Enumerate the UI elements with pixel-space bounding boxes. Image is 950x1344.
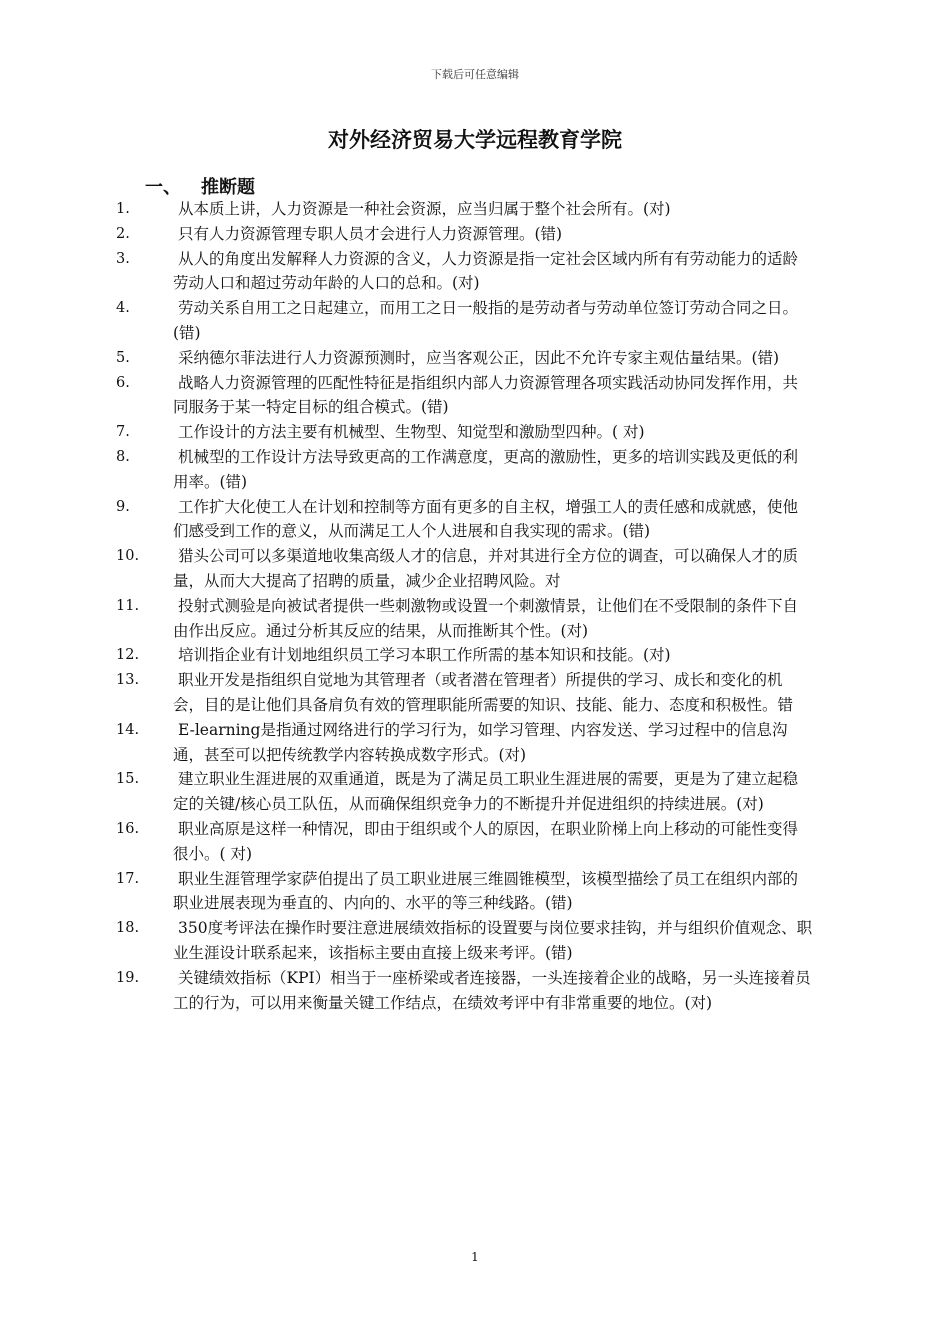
question-number: 12. [116, 647, 140, 664]
question-number: 9. [116, 498, 130, 515]
question-number: 14. [116, 721, 140, 738]
question-number: 16. [116, 820, 140, 837]
document-title: 对外经济贸易大学远程教育学院 [328, 128, 622, 152]
question-item [0, 445, 950, 495]
question-text: 从本质上讲，人力资源是一种社会资源，应当归属于整个社会所有。(对) [178, 200, 671, 218]
question-item [0, 817, 950, 867]
question-number: 3. [116, 250, 130, 267]
page-number: 1 [471, 1250, 479, 1264]
question-text: 战略人力资源管理的匹配性特征是指组织内部人力资源管理各项实践活动协同发挥作用，共同服务于某一特定目标的组合模式。(错) [173, 373, 799, 417]
question-item [0, 867, 950, 917]
question-item [0, 495, 950, 545]
question-number: 10. [116, 548, 140, 565]
question-text: 350度考评法在操作时要注意进展绩效指标的设置要与岗位要求挂钩，并与组织价值观念、职业生涯设计联系起来，该指标主要由直接上级来考评。(错) [173, 919, 813, 962]
question-item [0, 247, 950, 297]
question-number: 1. [116, 201, 130, 217]
question-item [0, 222, 950, 247]
question-list [0, 197, 950, 1015]
section-heading [145, 173, 255, 199]
question-number: 4. [116, 300, 130, 317]
question-number: 8. [116, 448, 130, 465]
question-number: 7. [116, 424, 130, 441]
question-item [0, 420, 950, 445]
question-text: 关键绩效指标（KPI）相当于一座桥梁或者连接器，一头连接着企业的战略，另一头连接着员工的行为，可以用来衡量关键工作结点，在绩效考评中有非常重要的地位。(对) [173, 968, 811, 1012]
question-text: 培训指企业有计划地组织员工学习本职工作所需的基本知识和技能。(对) [178, 646, 671, 665]
question-text: 机械型的工作设计方法导致更高的工作满意度，更高的激励性，更多的培训实践及更低的利用率。(错) [173, 447, 799, 491]
question-number: 17. [116, 870, 140, 887]
section-number: 一、 [145, 177, 181, 198]
question-item [0, 718, 950, 768]
question-number: 13. [116, 672, 140, 689]
question-text: 工作扩大化使工人在计划和控制等方面有更多的自主权，增强工人的责任感和成就感，使他们感受到工作的意义，从而满足工人个人进展和自我实现的需求。(错) [173, 497, 799, 541]
question-text: 猎头公司可以多渠道地收集高级人才的信息，并对其进行全方位的调查，可以确保人才的质量，从而大大提高了招聘的质量，减少企业招聘风险。对 [173, 547, 799, 590]
question-number: 19. [116, 969, 140, 986]
question-number: 15. [116, 771, 140, 788]
question-number: 2. [116, 225, 130, 242]
question-item [0, 767, 950, 817]
question-item [0, 371, 950, 421]
question-item [0, 296, 950, 346]
question-item [0, 966, 950, 1016]
question-number: 5. [116, 349, 130, 366]
question-item [0, 916, 950, 966]
question-item [0, 643, 950, 668]
question-text: 工作设计的方法主要有机械型、生物型、知觉型和激励型四种。( 对) [178, 423, 645, 442]
question-text: 职业开发是指组织自觉地为其管理者（或者潜在管理者）所提供的学习、成长和变化的机会，目的是让他们具备肩负有效的管理职能所需要的知识、技能、能力、态度和积极性。错 [173, 671, 794, 714]
question-item [0, 668, 950, 718]
question-number: 11. [116, 597, 140, 614]
section-title: 推断题 [201, 177, 255, 198]
question-text: 采纳德尔菲法进行人力资源预测时，应当客观公正，因此不允许专家主观估量结果。(错) [178, 348, 780, 367]
question-number: 6. [116, 374, 130, 391]
question-text: 职业高原是这样一种情况，即由于组织或个人的原因，在职业阶梯上向上移动的可能性变得很小。( 对) [173, 819, 799, 863]
question-number: 18. [116, 920, 140, 937]
question-item [0, 544, 950, 594]
question-text: 只有人力资源管理专职人员才会进行人力资源管理。(错) [178, 224, 563, 243]
question-text: 从人的角度出发解释人力资源的含义，人力资源是指一定社会区域内所有有劳动能力的适龄劳动人口和超过劳动年龄的人口的总和。(对) [173, 249, 799, 293]
question-text: 职业生涯管理学家萨伯提出了员工职业进展三维圆锥模型，该模型描绘了员工在组织内部的职业进展表现为垂直的、内向的、水平的等三种线路。(错) [173, 869, 799, 913]
header-note: 下载后可任意编辑 [431, 68, 519, 81]
question-text: 建立职业生涯进展的双重通道，既是为了满足员工职业生涯进展的需要，更是为了建立起稳定的关键/核心员工队伍，从而确保组织竞争力的不断提升并促进组织的持续进展。(对) [173, 770, 799, 814]
question-item [0, 346, 950, 371]
question-text: 劳动关系自用工之日起建立，而用工之日一般指的是劳动者与劳动单位签订劳动合同之日。(错) [173, 299, 799, 342]
question-item [0, 197, 950, 222]
question-text: E-learning是指通过网络进行的学习行为，如学习管理、内容发送、学习过程中的信息沟通，甚至可以把传统教学内容转换成数字形式。(对) [173, 720, 788, 764]
question-text: 投射式测验是向被试者提供一些刺激物或设置一个刺激情景，让他们在不受限制的条件下自由作出反应。通过分析其反应的结果，从而推断其个性。(对) [173, 596, 799, 640]
question-item [0, 594, 950, 644]
